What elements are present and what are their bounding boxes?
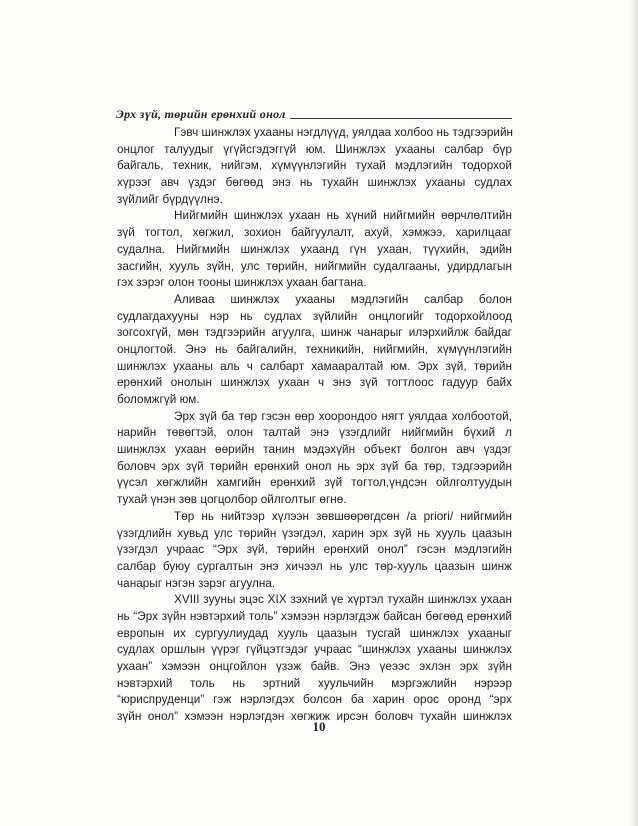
text-line: ухаан” хэмээн онцгойлон үзэж байв. Энэ үеээс эхлэн эрх зүйн (117, 660, 512, 673)
text-line: засгийн, хууль зүйн, улс төрийн, нийгмийн судалгааны, удирдлагын (117, 259, 512, 273)
text-line: судална. Нийгмийн шинжлэх ухаанд гүн ухаан, түүхийн, эдийн (117, 242, 512, 256)
text-line: гэх зэрэг олон тооны шинжлэх ухаан багтана. (117, 276, 367, 290)
text-line: нарийн төвөгтэй, олон талтай энэ үзэгдлийг нийгмийн бүхий л (117, 426, 512, 440)
page-number: 10 (312, 719, 326, 734)
text-line: үзэгдэл учраас “Эрх зүй, төрийн ерөнхий онол” гэсэн мэдлэгийн (117, 543, 512, 557)
text-line: Эрх зүй ба төр гэсэн өөр хоорондоо нягт уялдаа холбоотой, (174, 409, 512, 423)
text-line: онцлогтой. Энэ нь байгалийн, техникийн, нийгмийн, хүмүүнлэгийн (117, 342, 512, 356)
text-line: зүй тогтол, хөгжил, зохион байгуулалт, ахуй, хэмжээ, харилцааг (117, 226, 512, 240)
text-line: зогсохгүй, мөн тэдгээрийн агуулга, шинж чанарыг илэрхийлж байдаг (117, 326, 512, 340)
text-line: Гэвч шинжлэх ухааны нэгдлүүд, уялдаа холбоо нь тэдгээрийн (174, 126, 514, 139)
header-rule (290, 118, 512, 119)
body-text (117, 125, 512, 726)
text-line: хүрээг авч үздэг бөгөөд энэ нь тухайн шинжлэх ухааны судлах (117, 176, 512, 190)
text-line: “юриспруденци” гэж нэрлэгдэх болсон ба харин орос оронд “эрх (117, 693, 512, 707)
text-line: судлах оршлын үүрэг гүйцэтгэдэг учраас “шинжлэх ухааны шинжлэх (117, 643, 512, 657)
text-line: Нийгмийн шинжлэх ухаан нь хүний нийгмийн өөрчлөлтийн (174, 209, 512, 223)
text-line: нэвтэрхий толь нь эртний хуульчийн мэргэжлийн нэрээр (117, 676, 512, 690)
text-line: зүйлийг бүрдүүлнэ. (117, 192, 223, 206)
text-line: боломжгүй юм. (117, 393, 200, 406)
scan-edge-shadow (630, 0, 638, 826)
text-line: шинжлэх ухаан өөрийн танин мэдэхүйн объект болгон авч үздэг (117, 443, 512, 457)
text-line: европын их сургуулиудад хууль цаазын тусгай шинжлэх ухааныг (117, 626, 512, 640)
text-line: ерөнхий онолын шинжлэх ухаан ч энэ зүй тогтлоос гадуур байх (117, 376, 512, 390)
text-line: Аливаа шинжлэх ухааны мэдлэгийн салбар болон (174, 292, 512, 306)
text-line: үүсэл хөгжлийн хамгийн ерөнхий зүй тогтол,үндсэн ойлголтуудын (117, 476, 512, 490)
text-line: судлагдахууны нэр нь судлах зүйлийн онцлогийг тодорхойлоод (117, 309, 512, 323)
text-line: чанарыг нэгэн зэрэг агуулна. (117, 576, 276, 590)
text-line: онцлог талуудыг үгүйсгэдэггүй юм. Шинжлэх ухааны салбар бүр (117, 142, 512, 156)
text-line: боловч эрх зүй төрийн ерөнхий онол нь эрх зүй ба төр, тэдгээрийн (117, 459, 512, 473)
running-header-title: Эрх зүй, төрийн ерөнхий онол (116, 107, 286, 121)
text-line: Төр нь нийтээр хүлээн зөвшөөрөгдсөн /a priori/ нийгмийн (174, 509, 512, 523)
text-line: нь “Эрх зүйн нэвтэрхий толь” хэмээн нэрлэгдэж байсан бөгөөд ерөнхий (117, 609, 512, 623)
text-line: зүйн онол” хэмээн нэрлэгдэн хөгжиж ирсэн боловч тухайн шинжлэх (117, 710, 512, 724)
text-line: байгаль, техник, нийгэм, хүмүүнлэгийн тухай мэдлэгийн тодорхой (117, 159, 512, 173)
text-line: үзэгдлийн хувьд улс төрийн үзэгдэл, харин эрх зүй нь хууль цаазын (117, 526, 512, 540)
running-header (116, 107, 512, 122)
text-line: шинжлэх ухааны аль ч салбарт хамааралтай юм. Эрх зүй, төрийн (117, 359, 512, 373)
text-line: XVIII зууны эцэс XIX зэхний үе хүртэл тухайн шинжлэх ухаан (174, 593, 512, 607)
text-line: тухай үнэн зөв цогцолбор ойлголтыг өгнө. (117, 493, 347, 507)
text-line: салбар буюу сургалтын энэ хичээл нь улс төр-хууль цаазын шинж (117, 559, 512, 573)
